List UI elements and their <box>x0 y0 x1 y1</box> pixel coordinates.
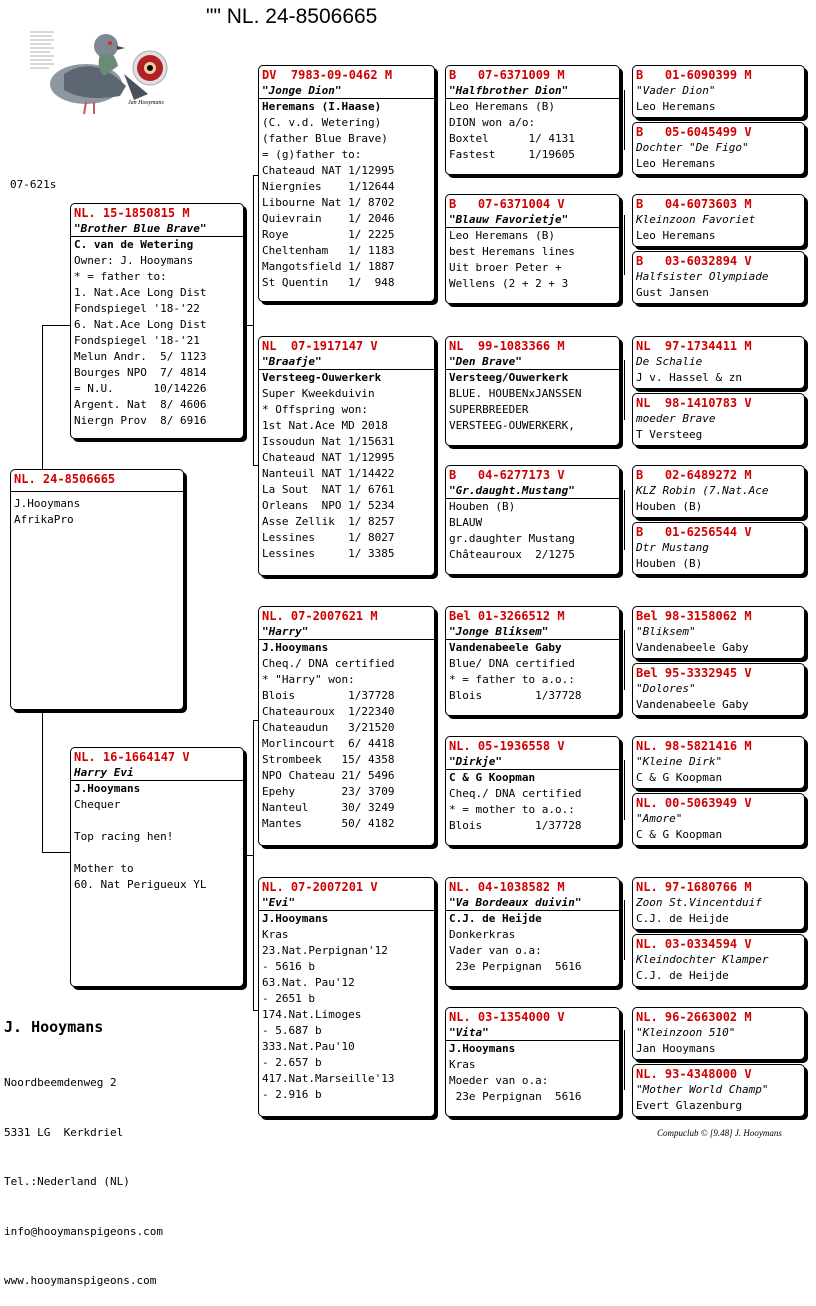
info-line: 333.Nat.Pau'10 <box>262 1040 355 1053</box>
info-line: Epehy 23/ 3709 <box>262 785 395 798</box>
info-line: = (g)father to: <box>262 148 362 161</box>
info-line: Strombeek 15/ 4358 <box>262 753 395 766</box>
ancestor-card[interactable] <box>632 934 805 987</box>
info-line: Mother to <box>74 862 134 875</box>
info-line: Fondspiegel '18-'21 <box>74 334 200 347</box>
info-line: 174.Nat.Limoges <box>262 1008 362 1021</box>
owner-name: Vandenabeele Gaby <box>636 641 749 654</box>
great-grandparent-card[interactable] <box>445 194 620 304</box>
left-code: 07-621s <box>10 178 57 191</box>
pigeon-name: "Gr.daught.Mustang" <box>446 483 619 499</box>
great-grandparent-card[interactable] <box>445 1007 620 1117</box>
ancestor-card[interactable] <box>632 522 805 575</box>
info-line: Nanteul 30/ 3249 <box>262 801 395 814</box>
great-grandparent-card[interactable] <box>445 65 620 175</box>
pigeon-name: "Va Bordeaux duivin" <box>446 895 619 911</box>
owner-name: C.J. de Heijde <box>636 969 729 982</box>
owner-name: C & G Koopman <box>449 771 536 784</box>
ancestor-card[interactable] <box>632 393 805 446</box>
pigeon-name: "Bliksem" <box>636 625 696 638</box>
info-line: DION won a/o: <box>449 116 536 129</box>
connector <box>437 655 438 795</box>
info-line <box>71 845 243 861</box>
info-line: (father Blue Brave) <box>262 132 388 145</box>
owner-name: J.Hooymans <box>262 912 329 925</box>
info-line: Chateaudun 3/21520 <box>262 721 395 734</box>
connector <box>624 360 625 420</box>
pigeon-name: Kleindochter Klamper <box>636 953 769 966</box>
owner-name: Gust Jansen <box>636 286 709 299</box>
ring-number: DV 7983-09-0462 M <box>262 68 393 82</box>
ring-number: NL 99-1083366 M <box>449 339 565 353</box>
pigeon-name: Harry Evi <box>71 765 243 781</box>
ring-number: NL. 24-8506665 <box>11 470 183 492</box>
info-line: Top racing hen! <box>74 830 174 843</box>
info-line: * = father to: <box>74 270 167 283</box>
info-line: Lessines 1/ 3385 <box>262 547 395 560</box>
ring-number: B 04-6277173 V <box>449 468 565 482</box>
ring-number: NL 98-1410783 V <box>636 396 752 410</box>
info-line: 1st Nat.Ace MD 2018 <box>262 419 388 432</box>
connector <box>624 90 625 150</box>
connector <box>246 855 254 856</box>
ancestor-card[interactable] <box>632 1064 805 1117</box>
owner-name: C.J. de Heijde <box>449 912 542 925</box>
info-line: gr.daughter Mustang <box>449 532 575 545</box>
info-line: Niergnies 1/12644 <box>262 180 395 193</box>
owner-name: Houben (B) <box>636 557 703 570</box>
info-line: Mangotsfield 1/ 1887 <box>262 260 395 273</box>
ring-number: B 05-6045499 V <box>636 125 752 139</box>
info-line: BLAUW <box>449 516 483 529</box>
pigeon-name: Dtr Mustang <box>636 541 709 554</box>
owner-name: Vandenabeele Gaby <box>449 641 562 654</box>
great-grandparent-card[interactable] <box>445 465 620 575</box>
pigeon-name: "Dirkje" <box>446 754 619 770</box>
connector <box>42 852 72 853</box>
connector <box>42 325 43 470</box>
owner-name: J.Hooymans <box>74 782 141 795</box>
ring-number: NL 97-1734411 M <box>636 339 752 353</box>
owner-name: C & G Koopman <box>636 771 723 784</box>
info-line: 1. Nat.Ace Long Dist <box>74 286 207 299</box>
grandsire-maternal-card[interactable] <box>258 606 435 846</box>
ancestor-card[interactable] <box>632 336 805 389</box>
info-line: Vader van o.a: <box>449 944 542 957</box>
connector <box>246 325 254 326</box>
info-line: Cheltenham 1/ 1183 <box>262 244 395 257</box>
info-line: - 2.916 b <box>262 1088 322 1101</box>
info-line: 23.Nat.Perpignan'12 <box>262 944 388 957</box>
info-line: AfrikaPro <box>14 513 74 526</box>
ring-number: B 01-6256544 V <box>636 525 752 539</box>
pigeon-name: "Kleine Dirk" <box>636 755 723 768</box>
info-line: Fastest 1/19605 <box>449 148 575 161</box>
connector <box>437 925 438 1065</box>
info-line: Blois 1/37728 <box>262 689 395 702</box>
owner-name: C. van de Wetering <box>74 238 194 251</box>
ring-number: B 02-6489272 M <box>636 468 752 482</box>
owner-name: J.Hooymans <box>449 1042 516 1055</box>
info-line <box>71 813 243 829</box>
pedigree-title: "" NL. 24-8506665 <box>206 5 378 28</box>
info-line: Kras <box>262 928 289 941</box>
ancestor-card[interactable] <box>632 877 805 930</box>
info-line: Owner: J. Hooymans <box>74 254 194 267</box>
info-line: * "Harry" won: <box>262 673 355 686</box>
owner-name: Leo Heremans <box>636 229 716 242</box>
info-line: Wellens (2 + 2 + 3 <box>449 277 569 290</box>
pigeon-name: "Harry" <box>259 624 434 640</box>
info-line: 23e Perpignan 5616 <box>449 960 582 973</box>
pigeon-name: "Halfbrother Dion" <box>446 83 619 99</box>
info-line: Kras <box>449 1058 476 1071</box>
ring-number: NL. 97-1680766 M <box>636 880 752 894</box>
info-line: Chequer <box>74 798 121 811</box>
grandsire-paternal-card[interactable] <box>258 65 435 302</box>
connector <box>437 380 438 520</box>
sire-card[interactable] <box>70 203 244 439</box>
info-line: Niergn Prov 8/ 6916 <box>74 414 207 427</box>
pigeon-name: "Vita" <box>446 1025 619 1041</box>
pigeon-name: moeder Brave <box>636 412 716 425</box>
postcode-line: 5331 LG Kerkdriel <box>4 1125 124 1139</box>
great-grandparent-card[interactable] <box>445 877 620 987</box>
ancestor-card[interactable] <box>632 194 805 247</box>
great-grandparent-card[interactable] <box>445 736 620 846</box>
ring-number: NL. 03-1354000 V <box>449 1010 565 1024</box>
pigeon-name: KLZ Robin (7.Nat.Ace <box>636 484 769 497</box>
info-line: Uit broer Peter + <box>449 261 562 274</box>
ring-number: B 07-6371004 V <box>449 197 565 211</box>
ring-number: Bel 98-3158062 M <box>636 609 752 623</box>
info-line: Quievrain 1/ 2046 <box>262 212 395 225</box>
info-line: Cheq./ DNA certified <box>262 657 395 670</box>
info-line: Morlincourt 6/ 4418 <box>262 737 395 750</box>
owner-name: T Versteeg <box>636 428 703 441</box>
info-line: NPO Chateau 21/ 5496 <box>262 769 395 782</box>
ring-number: NL. 03-0334594 V <box>636 937 752 951</box>
ancestor-card[interactable] <box>632 663 805 716</box>
ancestor-card[interactable] <box>632 251 805 304</box>
info-line: - 5616 b <box>262 960 315 973</box>
owner-name: Jan Hooymans <box>636 1042 716 1055</box>
connector <box>624 900 625 960</box>
owner-name: Houben (B) <box>636 500 703 513</box>
pigeon-name: "Evi" <box>259 895 434 911</box>
ring-number: Bel 95-3332945 V <box>636 666 752 680</box>
ring-number: B 07-6371009 M <box>449 68 565 82</box>
ancestor-card[interactable] <box>632 65 805 118</box>
info-line: Asse Zellik 1/ 8257 <box>262 515 395 528</box>
ancestor-card[interactable] <box>632 465 805 518</box>
ring-number: NL. 96-2663002 M <box>636 1010 752 1024</box>
ring-number: NL 07-1917147 V <box>262 339 378 353</box>
owner-name: Leo Heremans <box>636 157 716 170</box>
dam-card[interactable] <box>70 747 244 987</box>
info-line: BLUE. HOUBENxJANSSEN <box>449 387 582 400</box>
pigeon-name: "Dolores" <box>636 682 696 695</box>
logo-caption: Jan Hooymans <box>128 100 164 106</box>
info-line: Blois 1/37728 <box>449 819 582 832</box>
great-grandparent-card[interactable] <box>445 606 620 716</box>
info-line: Blue/ DNA certified <box>449 657 575 670</box>
owner-name: J v. Hassel & zn <box>636 371 742 384</box>
owner-name: Leo Heremans (B) <box>449 229 555 242</box>
website-link[interactable]: www.hooymanspigeons.com <box>4 1274 157 1287</box>
info-line: St Quentin 1/ 948 <box>262 276 395 289</box>
pigeon-name: "Den Brave" <box>446 354 619 370</box>
info-line: La Sout NAT 1/ 6761 <box>262 483 395 496</box>
info-line: Libourne Nat 1/ 8702 <box>262 196 395 209</box>
ancestor-card[interactable] <box>632 736 805 789</box>
info-line: Mantes 50/ 4182 <box>262 817 395 830</box>
info-line: Fondspiegel '18-'22 <box>74 302 200 315</box>
great-grandparent-card[interactable] <box>445 336 620 446</box>
info-line: Chateaud NAT 1/12995 <box>262 164 395 177</box>
info-line: Châteauroux 2/1275 <box>449 548 575 561</box>
ancestor-card[interactable] <box>632 793 805 846</box>
info-line: Argent. Nat 8/ 4606 <box>74 398 207 411</box>
pigeon-name: De Schalie <box>636 355 703 368</box>
granddam-maternal-card[interactable] <box>258 877 435 1117</box>
info-line: Roye 1/ 2225 <box>262 228 395 241</box>
info-line: 6. Nat.Ace Long Dist <box>74 318 207 331</box>
info-line: Lessines 1/ 8027 <box>262 531 395 544</box>
pigeon-name: Zoon St.Vincentduif <box>636 896 762 909</box>
info-line: best Heremans lines <box>449 245 575 258</box>
granddam-paternal-card[interactable] <box>258 336 435 576</box>
pigeon-name: Dochter "De Figo" <box>636 141 749 154</box>
info-line: Orleans NPO 1/ 5234 <box>262 499 395 512</box>
info-line: Chateauroux 1/22340 <box>262 705 395 718</box>
phone-line: Tel.:Nederland (NL) <box>4 1175 130 1188</box>
ring-number: NL. 00-5063949 V <box>636 796 752 810</box>
info-line: Issoudun Nat 1/15631 <box>262 435 395 448</box>
info-line: Chateaud NAT 1/12995 <box>262 451 395 464</box>
pigeon-name: "Blauw Favorietje" <box>446 212 619 228</box>
ring-number: Bel 01-3266512 M <box>449 609 565 623</box>
owner-name: C.J. de Heijde <box>636 912 729 925</box>
info-line: Nanteuil NAT 1/14422 <box>262 467 395 480</box>
address-line: Noordbeemdenweg 2 <box>4 1076 117 1089</box>
pigeon-name: "Brother Blue Brave" <box>71 221 243 237</box>
connector <box>437 110 438 250</box>
breeder-contact <box>4 1042 163 1306</box>
connector <box>42 325 72 326</box>
ancestor-card[interactable] <box>632 606 805 659</box>
info-line: Melun Andr. 5/ 1123 <box>74 350 207 363</box>
ancestor-card[interactable] <box>632 1007 805 1060</box>
pigeon-name: "Amore" <box>636 812 683 825</box>
owner-name: Versteeg/Ouwerkerk <box>449 371 569 384</box>
info-line: 60. Nat Perigueux YL <box>74 878 207 891</box>
info-line: - 2.657 b <box>262 1056 322 1069</box>
connector <box>624 1030 625 1090</box>
pigeon-logo <box>24 14 174 126</box>
pigeon-name: "Vader Dion" <box>636 84 716 97</box>
pigeon-name: Halfsister Olympiade <box>636 270 769 283</box>
info-line: = N.U. 10/14226 <box>74 382 207 395</box>
info-line: * = mother to a.o.: <box>449 803 575 816</box>
pigeon-name: "Braafje" <box>259 354 434 370</box>
ring-number: NL. 16-1664147 V <box>74 750 190 764</box>
info-line: 23e Perpignan 5616 <box>449 1090 582 1103</box>
connector <box>624 490 625 550</box>
pigeon-name: "Jonge Bliksem" <box>446 624 619 640</box>
connector <box>624 760 625 820</box>
owner-name: Evert Glazenburg <box>636 1099 742 1112</box>
ring-number: B 04-6073603 M <box>636 197 752 211</box>
ring-number: B 01-6090399 M <box>636 68 752 82</box>
ring-number: B 03-6032894 V <box>636 254 752 268</box>
info-line: * Offspring won: <box>262 403 368 416</box>
info-line: Blois 1/37728 <box>449 689 582 702</box>
connector <box>253 720 254 1010</box>
connector <box>253 175 254 465</box>
pigeon-name: "Jonge Dion" <box>259 83 434 99</box>
info-line: Cheq./ DNA certified <box>449 787 582 800</box>
ring-number: NL. 93-4348000 V <box>636 1067 752 1081</box>
info-line: 63.Nat. Pau'12 <box>262 976 355 989</box>
info-line: Super Kweekduivin <box>262 387 375 400</box>
ring-number: NL. 07-2007201 V <box>262 880 378 894</box>
ring-number: NL. 04-1038582 M <box>449 880 565 894</box>
info-line: 417.Nat.Marseille'13 <box>262 1072 395 1085</box>
ring-number: NL. 05-1936558 V <box>449 739 565 753</box>
owner-name: J.Hooymans <box>262 641 329 654</box>
info-line: - 2651 b <box>262 992 315 1005</box>
info-line: SUPERBREEDER <box>449 403 529 416</box>
ring-number: NL. 15-1850815 M <box>74 206 190 220</box>
ancestor-card[interactable] <box>632 122 805 175</box>
connector <box>624 215 625 275</box>
connector <box>624 630 625 690</box>
info-line: Donkerkras <box>449 928 516 941</box>
owner-name: Vandenabeele Gaby <box>636 698 749 711</box>
owner-name: Leo Heremans (B) <box>449 100 555 113</box>
info-line: (C. v.d. Wetering) <box>262 116 382 129</box>
ring-number: NL. 07-2007621 M <box>262 609 378 623</box>
info-line: - 5.687 b <box>262 1024 322 1037</box>
owner-name: C & G Koopman <box>636 828 723 841</box>
info-line: J.Hooymans <box>14 497 81 510</box>
pigeon-name: "Kleinzoon 510" <box>636 1026 736 1039</box>
connector <box>42 710 43 853</box>
pigeon-name: "Mother World Champ" <box>636 1083 769 1096</box>
info-line: Boxtel 1/ 4131 <box>449 132 575 145</box>
owner-name: Versteeg-Ouwerkerk <box>262 371 382 384</box>
pigeon-logo-icon <box>24 14 174 126</box>
info-line: Bourges NPO 7/ 4814 <box>74 366 207 379</box>
owner-name: Heremans (I.Haase) <box>262 100 382 113</box>
owner-name: Leo Heremans <box>636 100 716 113</box>
subject-card[interactable] <box>10 469 184 710</box>
info-line: VERSTEEG-OUWERKERK, <box>449 419 575 432</box>
info-line: Moeder van o.a: <box>449 1074 549 1087</box>
pigeon-name: Kleinzoon Favoriet <box>636 213 756 226</box>
breeder-name: J. Hooymans <box>4 1018 104 1036</box>
info-line: * = father to a.o.: <box>449 673 575 686</box>
footer-credit: Compuclub © [9.48] J. Hooymans <box>657 1128 782 1138</box>
owner-name: Houben (B) <box>449 500 516 513</box>
email-link[interactable]: info@hooymanspigeons.com <box>4 1224 163 1238</box>
ring-number: NL. 98-5821416 M <box>636 739 752 753</box>
